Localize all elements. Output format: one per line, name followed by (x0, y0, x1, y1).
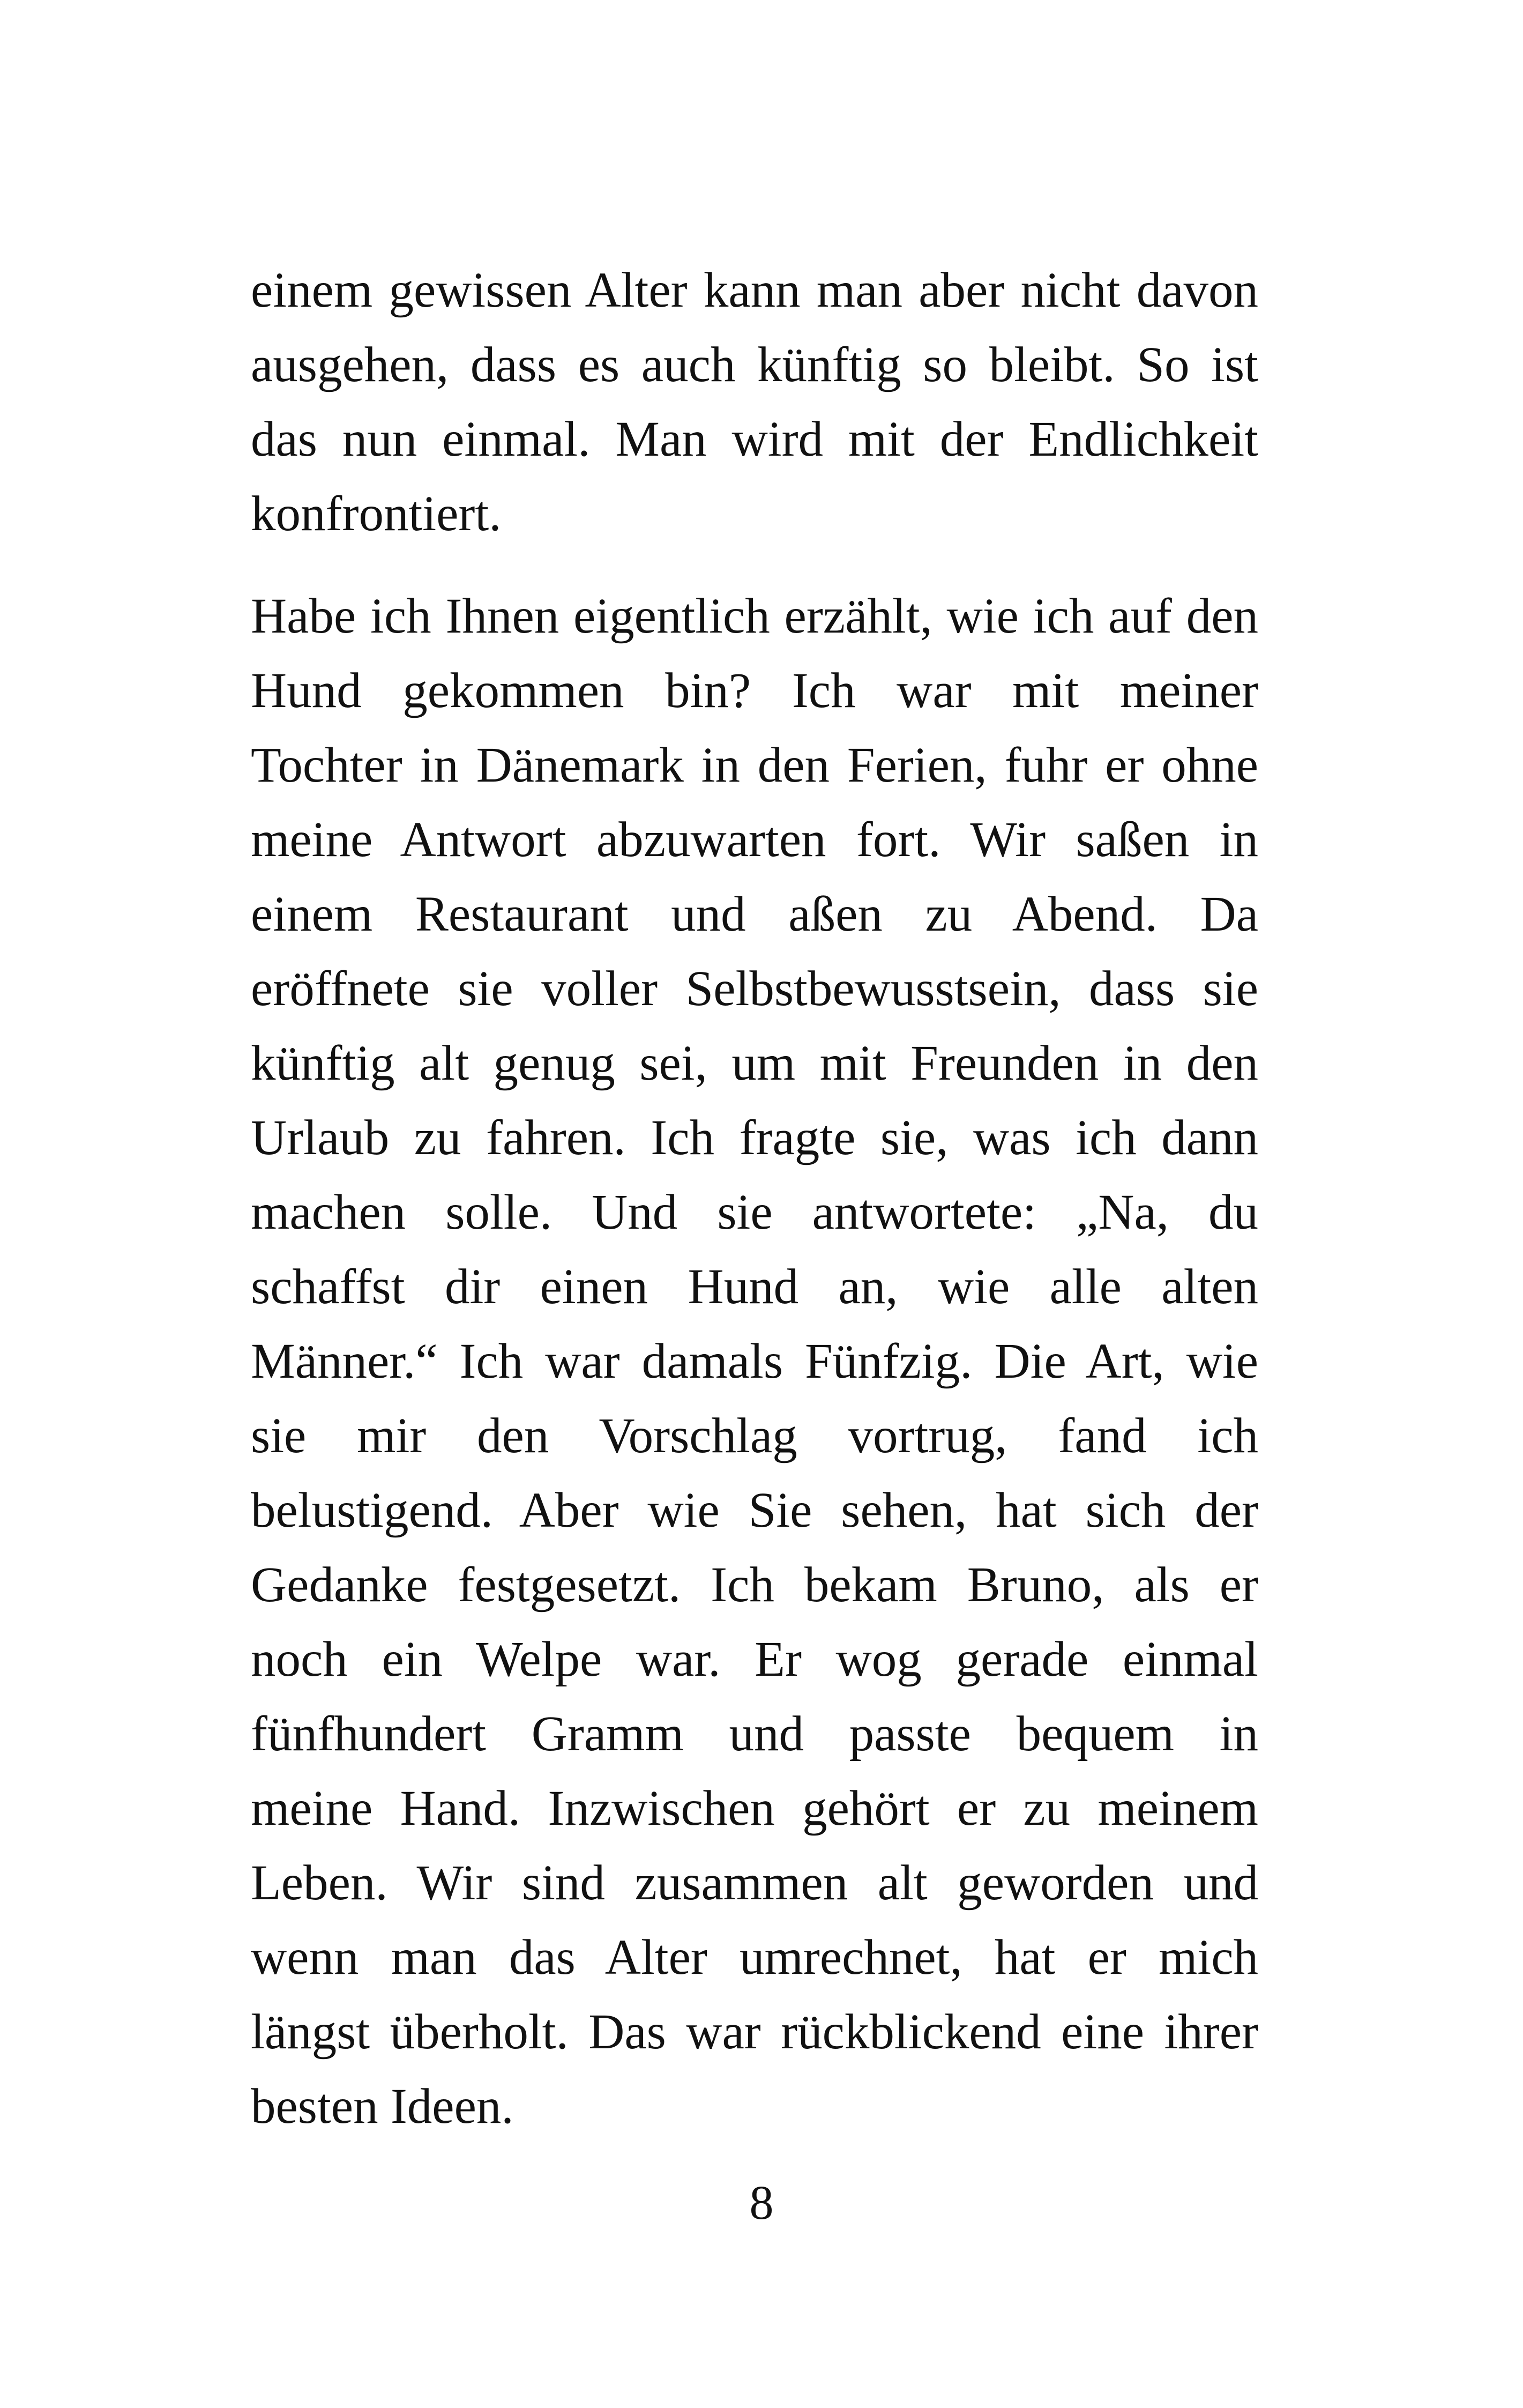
text-line: das nun einmal. Man wird mit der Endlichkeit (251, 412, 1258, 467)
text-line: sie mir den Vorschlag vortrug, fand ich (251, 1408, 1258, 1463)
text-line: fünfhundert Gramm und passte bequem in (251, 1706, 1258, 1762)
text-line: einem gewissen Alter kann man aber nicht davon (251, 263, 1258, 318)
text-line: Hund gekommen bin? Ich war mit meiner (251, 663, 1258, 718)
text-line: Urlaub zu fahren. Ich fragte sie, was ich dann (251, 1110, 1258, 1165)
text-line: wenn man das Alter umrechnet, hat er mich (251, 1930, 1258, 1985)
text-line: eröffnete sie voller Selbstbewusstsein, dass sie (251, 961, 1258, 1016)
text-line: künftig alt genug sei, um mit Freunden in den (251, 1036, 1258, 1091)
text-line: ausgehen, dass es auch künftig so bleibt. So ist (251, 337, 1258, 392)
text-line: konfrontiert. (251, 486, 502, 541)
text-line: Leben. Wir sind zusammen alt geworden und (251, 1855, 1258, 1911)
paragraph-2 (251, 579, 1258, 2144)
text-line: noch ein Welpe war. Er wog gerade einmal (251, 1632, 1258, 1687)
text-line: einem Restaurant und aßen zu Abend. Da (251, 887, 1258, 942)
text-line: Tochter in Dänemark in den Ferien, fuhr er ohne (251, 738, 1258, 793)
text-line: meine Antwort abzuwarten fort. Wir saßen in (251, 812, 1258, 867)
text-line: besten Ideen. (251, 2079, 514, 2134)
text-line: Männer.“ Ich war damals Fünfzig. Die Art, wie (251, 1334, 1258, 1389)
paragraph-spacer (251, 551, 1258, 579)
text-line: meine Hand. Inzwischen gehört er zu meinem (251, 1781, 1258, 1836)
page-number: 8 (749, 2176, 774, 2229)
paragraph-1 (251, 253, 1258, 551)
text-line: machen solle. Und sie antwortete: „Na, du (251, 1185, 1258, 1240)
text-line: belustigend. Aber wie Sie sehen, hat sich der (251, 1483, 1258, 1538)
body-text (251, 253, 1258, 2144)
text-line: schaffst dir einen Hund an, wie alle alten (251, 1259, 1258, 1314)
text-line: Gedanke festgesetzt. Ich bekam Bruno, als er (251, 1557, 1258, 1612)
text-line: Habe ich Ihnen eigentlich erzählt, wie ich auf den (251, 589, 1258, 644)
text-line: längst überholt. Das war rückblickend eine ihrer (251, 2004, 1258, 2060)
